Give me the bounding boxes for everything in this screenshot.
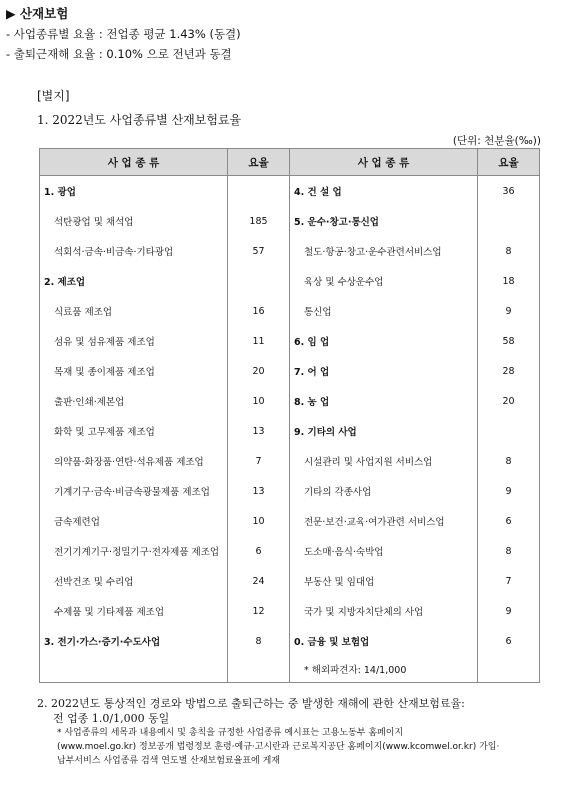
industry-left-cell: 목재 및 종이제품 제조업 (40, 356, 228, 386)
rate-right-cell: 6 (478, 626, 540, 656)
table-row (40, 416, 540, 446)
industry-right-cell: 0. 금융 및 보험업 (290, 626, 478, 656)
header-rate-right: 요율 (478, 149, 540, 176)
table-row (40, 446, 540, 476)
commute-rate-value: 전 업종 1.0/1,000 동일 (53, 712, 170, 725)
rate-left-cell: 24 (228, 566, 290, 596)
section-heading: ▶ 산재보험 (6, 6, 69, 21)
rate-left-cell: 11 (228, 326, 290, 356)
industry-right-cell: 철도·항공·창고·운수관련서비스업 (290, 236, 478, 266)
rate-left-cell: 185 (228, 206, 290, 236)
rate-right-cell: 9 (478, 596, 540, 626)
header-industry-left: 사 업 종 류 (40, 149, 228, 176)
rate-left-cell: 8 (228, 626, 290, 656)
industry-left-cell: 출판·인쇄·제본업 (40, 386, 228, 416)
note-line: (www.moel.go.kr) 정보공개 법령정보 훈령·예규·고시란과 근로복지공단 홈페이지(www.kcomwel.or.kr) 가입· (57, 742, 500, 752)
rate-right-cell: 7 (478, 566, 540, 596)
industry-left-cell: 선박건조 및 수리업 (40, 566, 228, 596)
rate-document (37, 112, 547, 683)
table-row (40, 176, 540, 207)
unit-label: (단위: 천분율(‰)) (452, 135, 541, 147)
table-row (40, 206, 540, 236)
industry-right-cell: 부동산 및 임대업 (290, 566, 478, 596)
rate-right-cell: 20 (478, 386, 540, 416)
rate-table-body (40, 176, 540, 683)
industry-right-cell: 전문·보건·교육·여가관련 서비스업 (290, 506, 478, 536)
note-line: 납부서비스 사업종류 검색 연도별 산재보험료율표에 게재 (57, 756, 280, 766)
rate-left-cell: 10 (228, 506, 290, 536)
rate-left-cell: 13 (228, 416, 290, 446)
rate-right-cell (478, 656, 540, 683)
rate-left-cell: 6 (228, 536, 290, 566)
rate-right-cell: 58 (478, 326, 540, 356)
summary-header (6, 4, 576, 64)
table-row (40, 506, 540, 536)
rate-left-cell (228, 266, 290, 296)
rate-right-cell: 36 (478, 176, 540, 207)
rate-right-cell: 6 (478, 506, 540, 536)
table-header-row (40, 149, 540, 176)
industry-left-cell: 석탄광업 및 채석업 (40, 206, 228, 236)
table-row (40, 236, 540, 266)
rate-right-cell (478, 206, 540, 236)
table-row (40, 266, 540, 296)
rate-left-cell: 10 (228, 386, 290, 416)
industry-left-cell: 화학 및 고무제품 제조업 (40, 416, 228, 446)
table-row (40, 476, 540, 506)
header-industry-right: 사 업 종 류 (290, 149, 478, 176)
industry-right-cell: 5. 운수·창고·통신업 (290, 206, 478, 236)
rate-left-cell: 20 (228, 356, 290, 386)
industry-right-cell: 국가 및 지방자치단체의 사업 (290, 596, 478, 626)
industry-left-cell: 기계기구·금속·비금속광물제품 제조업 (40, 476, 228, 506)
rate-right-cell: 9 (478, 476, 540, 506)
rate-table (39, 148, 540, 683)
industry-left-cell: 3. 전기·가스·증기·수도사업 (40, 626, 228, 656)
table-row (40, 656, 540, 683)
industry-left-cell: 식료품 제조업 (40, 296, 228, 326)
industry-right-cell: 통신업 (290, 296, 478, 326)
industry-right-cell: 육상 및 수상운수업 (290, 266, 478, 296)
summary-line-rate: - 사업종류별 요율 : 전업종 평균 1.43% (동결) (6, 27, 241, 41)
rate-left-cell (228, 656, 290, 683)
rate-left-cell: 12 (228, 596, 290, 626)
industry-left-cell: 의약품·화장품·연탄·석유제품 제조업 (40, 446, 228, 476)
rate-right-cell: 8 (478, 446, 540, 476)
rate-right-cell (478, 416, 540, 446)
rate-right-cell: 8 (478, 236, 540, 266)
industry-right-cell: 7. 어 업 (290, 356, 478, 386)
industry-right-cell: 8. 농 업 (290, 386, 478, 416)
industry-left-cell: 1. 광업 (40, 176, 228, 207)
industry-right-cell: 시설관리 및 사업지원 서비스업 (290, 446, 478, 476)
rate-left-cell: 13 (228, 476, 290, 506)
rate-right-cell: 9 (478, 296, 540, 326)
rate-right-cell: 28 (478, 356, 540, 386)
industry-right-cell: 기타의 각종사업 (290, 476, 478, 506)
table-row (40, 326, 540, 356)
table-row (40, 626, 540, 656)
table-row (40, 566, 540, 596)
table-title: 1. 2022년도 사업종류별 산재보험료율 (37, 113, 242, 127)
table-row (40, 386, 540, 416)
annex-label: [별지] (37, 89, 70, 103)
rate-left-cell (228, 176, 290, 207)
industry-left-cell: 수제품 및 기타제품 제조업 (40, 596, 228, 626)
table-row (40, 356, 540, 386)
industry-right-cell: 9. 기타의 사업 (290, 416, 478, 446)
commute-rate-line: 2. 2022년도 통상적인 경로와 방법으로 출퇴근하는 중 발생한 재해에 관한 산재보험료율: (37, 697, 465, 710)
rate-right-cell: 18 (478, 266, 540, 296)
rate-left-cell: 57 (228, 236, 290, 266)
summary-line-commute: - 출퇴근재해 요율 : 0.10% 으로 전년과 동결 (6, 47, 232, 61)
rate-right-cell: 8 (478, 536, 540, 566)
rate-left-cell: 16 (228, 296, 290, 326)
industry-right-cell: 도소매·음식·숙박업 (290, 536, 478, 566)
industry-left-cell: 석회석·금속·비금속·기타광업 (40, 236, 228, 266)
industry-left-cell: 금속제련업 (40, 506, 228, 536)
table-row (40, 296, 540, 326)
header-rate-left: 요율 (228, 149, 290, 176)
industry-right-cell: 6. 임 업 (290, 326, 478, 356)
industry-left-cell: 섬유 및 섬유제품 제조업 (40, 326, 228, 356)
rate-left-cell: 7 (228, 446, 290, 476)
table-row (40, 536, 540, 566)
note-line: * 사업종류의 세목과 내용예시 및 총칙을 규정한 사업종류 예시표는 고용노동부 홈페이지 (57, 728, 404, 738)
footer-notes (37, 696, 567, 768)
industry-right-cell: 4. 건 설 업 (290, 176, 478, 207)
industry-left-cell (40, 656, 228, 683)
industry-left-cell: 2. 제조업 (40, 266, 228, 296)
industry-right-cell: * 해외파견자: 14/1,000 (290, 656, 478, 683)
table-row (40, 596, 540, 626)
industry-left-cell: 전기기계기구·정밀기구·전자제품 제조업 (40, 536, 228, 566)
